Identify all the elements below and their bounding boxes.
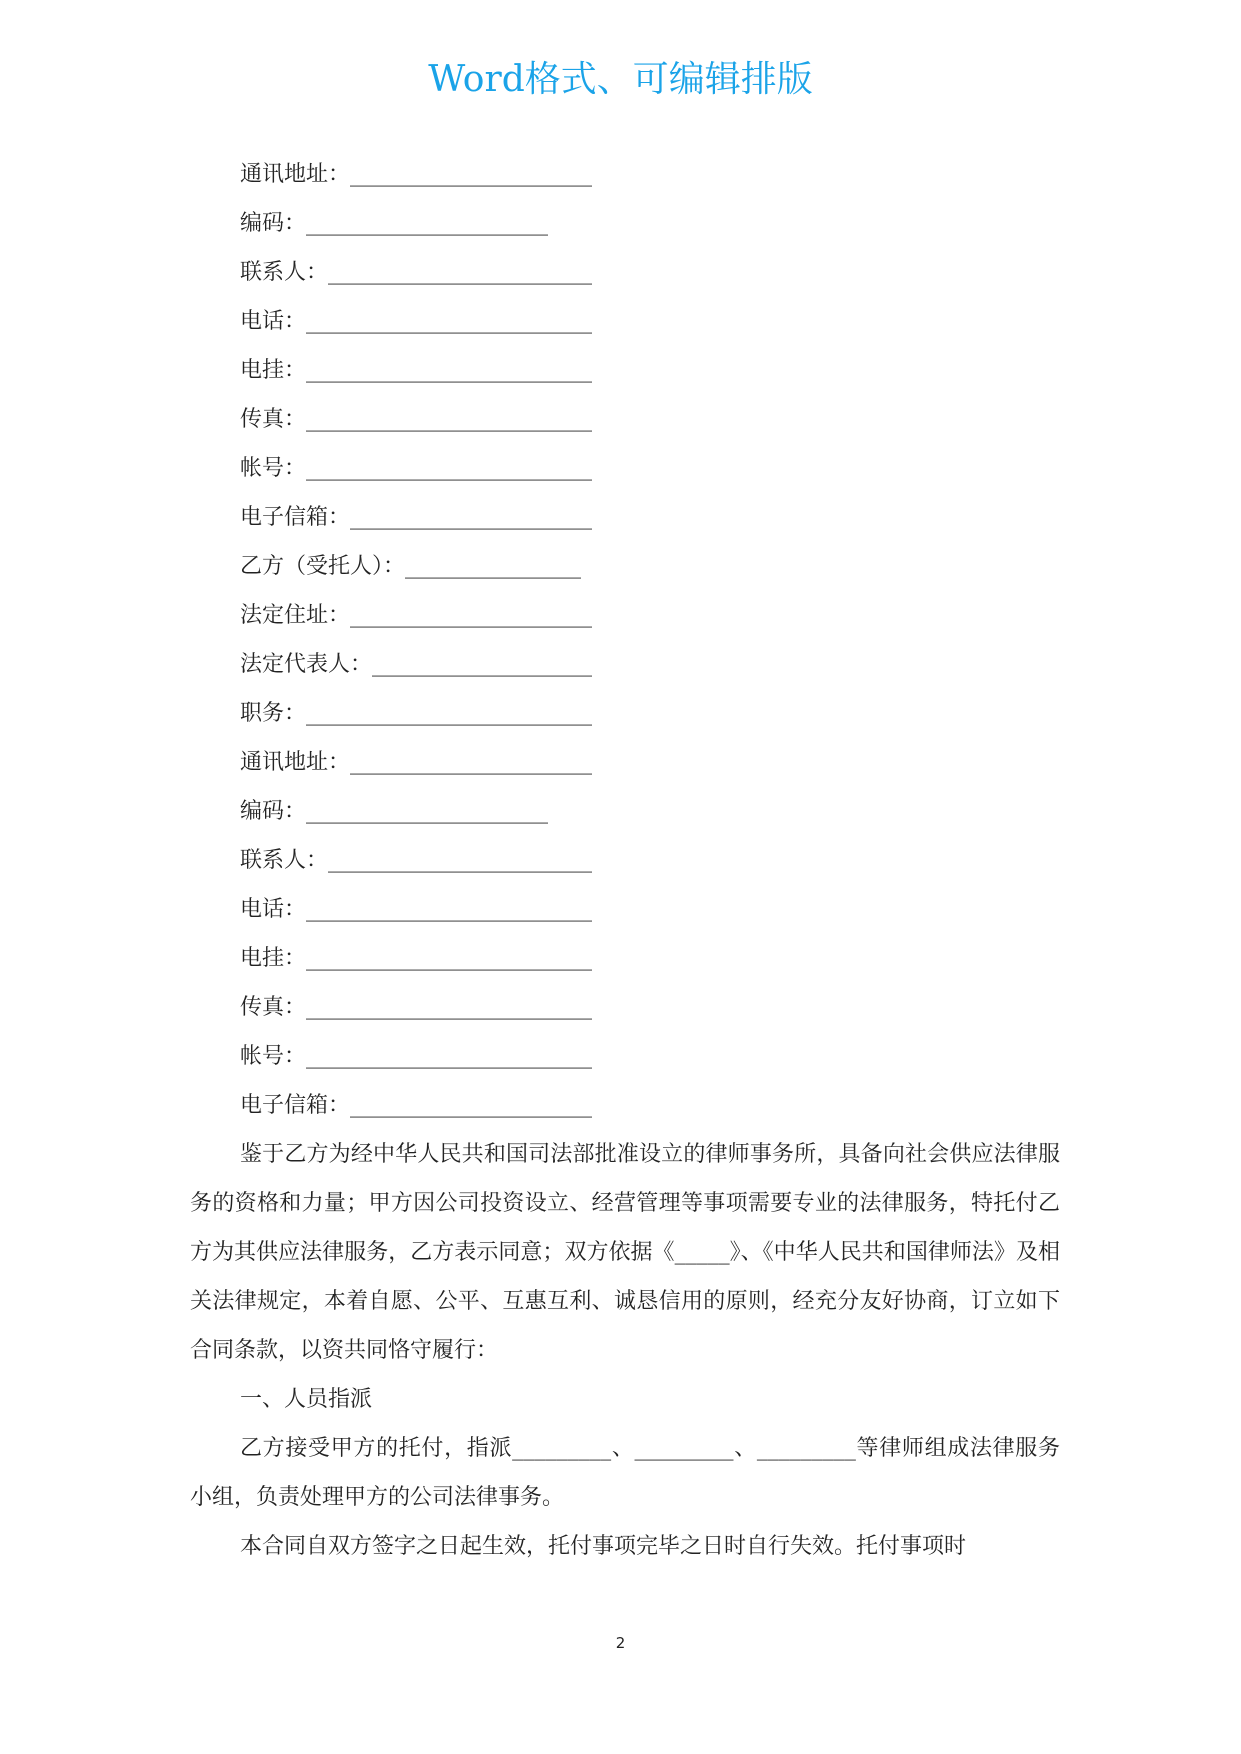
form-field-line: 传真：__________________________ <box>240 995 593 1020</box>
form-field-line: 电子信箱：______________________ <box>240 1093 593 1118</box>
form-field-line: 法定代表人：____________________ <box>240 652 593 677</box>
form-field-line: 传真：__________________________ <box>240 407 593 432</box>
preamble-paragraph: 鉴于乙方为经中华人民共和国司法部批准设立的律师事务所，具备向社会供应法律服务的资格和力量；甲方因公司投资设立、经营管理等事项需要专业的法律服务，特托付乙方为其供应法律服务，乙方表示同意；双方依据《_____》、《中华人民共和国律师法》及相关法律规定，本着自愿、公平、互惠互利、诚恳信用的原则，经充分友好协商，订立如下合同条款，以资共同恪守履行： <box>190 1142 1060 1363</box>
body-paragraph: 本合同自双方签字之日起生效，托付事项完毕之日时自行失效。托付事项时 <box>240 1534 967 1559</box>
form-field-line: 通讯地址：______________________ <box>240 162 593 187</box>
form-field-line: 帐号：__________________________ <box>240 456 593 481</box>
body-paragraph: 乙方接受甲方的托付，指派_________、_________、_________等律师组成法律服务小组，负责处理甲方的公司法律事务。 <box>190 1436 1060 1510</box>
form-field-line: 电挂：__________________________ <box>240 358 593 383</box>
section-heading: 一、人员指派 <box>240 1387 373 1412</box>
form-field-line: 联系人：________________________ <box>240 848 593 873</box>
page-header-title: Word格式、可编辑排版 <box>428 59 813 100</box>
form-field-line: 联系人：________________________ <box>240 260 593 285</box>
form-field-line: 职务：__________________________ <box>240 701 593 726</box>
form-field-line: 编码：______________________ <box>240 799 549 824</box>
form-field-line: 帐号：__________________________ <box>240 1044 593 1069</box>
form-field-line: 通讯地址：______________________ <box>240 750 593 775</box>
form-field-line: 电话：__________________________ <box>240 897 593 922</box>
form-field-line: 法定住址：______________________ <box>240 603 593 628</box>
page-number: 2 <box>615 1634 626 1652</box>
form-field-line: 电挂：__________________________ <box>240 946 593 971</box>
form-field-line: 电子信箱：______________________ <box>240 505 593 530</box>
form-field-line: 乙方（受托人）：________________ <box>240 554 582 579</box>
form-field-line: 电话：__________________________ <box>240 309 593 334</box>
form-field-line: 编码：______________________ <box>240 211 549 236</box>
document-body <box>190 150 1060 1571</box>
